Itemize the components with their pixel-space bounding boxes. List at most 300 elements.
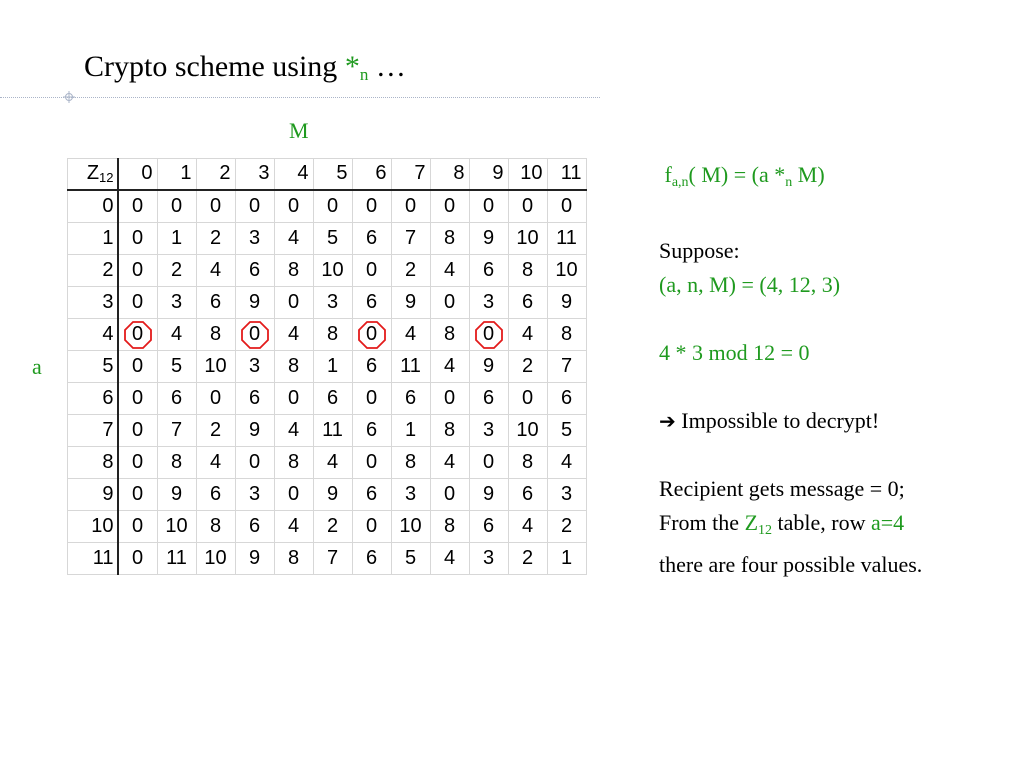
table-cell — [196, 446, 235, 478]
cell-value: 6 — [365, 418, 378, 441]
cell-value: 10 — [399, 514, 422, 537]
table-cell — [469, 190, 508, 223]
table-cell — [430, 542, 469, 574]
row-header-cell: 8 — [68, 446, 118, 478]
cell-value: 0 — [287, 482, 300, 505]
table-cell — [352, 286, 391, 318]
table-cell — [508, 446, 547, 478]
table-cell — [235, 222, 274, 254]
cell-value: 3 — [404, 482, 417, 505]
cell-value: 0 — [365, 322, 378, 345]
corner-z: Z — [86, 162, 100, 185]
cell-value: 3 — [482, 418, 495, 441]
table-cell — [118, 478, 158, 510]
table-cell — [547, 254, 586, 286]
table-cell — [430, 510, 469, 542]
row-header-cell: 9 — [68, 478, 118, 510]
cell-value: 1 — [326, 354, 339, 377]
cell-value: 6 — [209, 290, 222, 313]
cell-value: 6 — [326, 386, 339, 409]
table-cell — [274, 542, 313, 574]
spacer — [659, 200, 922, 234]
table-cell — [235, 478, 274, 510]
cell-value: 0 — [248, 450, 261, 473]
cell-value: 4 — [209, 258, 222, 281]
table-cell — [274, 222, 313, 254]
z-letter: Z — [744, 510, 759, 535]
parameter-tuple: (a, n, M) = (4, 12, 3) — [659, 272, 841, 297]
table-cell — [430, 190, 469, 223]
table-cell — [274, 446, 313, 478]
z-symbol — [744, 510, 773, 538]
table-cell — [391, 254, 430, 286]
table-cell — [313, 382, 352, 414]
table-row — [68, 190, 587, 223]
table-cell — [391, 382, 430, 414]
table-row — [68, 446, 587, 478]
table-cell — [118, 414, 158, 446]
table-cell — [313, 222, 352, 254]
table-cell — [352, 414, 391, 446]
cell-value: 11 — [556, 226, 577, 249]
table-cell — [196, 542, 235, 574]
table-cell — [469, 286, 508, 318]
table-cell — [508, 286, 547, 318]
table-cell — [118, 510, 158, 542]
column-header-cell: 5 — [313, 159, 352, 190]
cell-value: 3 — [326, 290, 339, 313]
table-cell — [196, 382, 235, 414]
cell-value: 2 — [209, 226, 222, 249]
cell-value: 3 — [482, 290, 495, 313]
table-cell — [352, 478, 391, 510]
column-header-cell: 0 — [118, 159, 158, 190]
cell-value: 0 — [131, 290, 144, 313]
cell-value: 4 — [287, 226, 300, 249]
cell-value: 5 — [170, 354, 183, 377]
cell-value: 0 — [482, 322, 495, 345]
table-cell — [547, 318, 586, 350]
m-axis-label: M — [289, 118, 309, 143]
table-cell — [430, 318, 469, 350]
table-cell — [391, 478, 430, 510]
table-cell — [352, 542, 391, 574]
table-row — [68, 318, 587, 350]
table-cell — [235, 254, 274, 286]
title-divider — [0, 97, 600, 98]
table-cell — [313, 542, 352, 574]
cell-value: 5 — [326, 226, 339, 249]
table-cell — [352, 318, 391, 350]
table-cell — [196, 414, 235, 446]
column-header-cell: 10 — [508, 159, 547, 190]
cell-value: 0 — [131, 546, 144, 569]
table-cell — [235, 382, 274, 414]
cell-value: 7 — [170, 418, 183, 441]
column-header-cell: 6 — [352, 159, 391, 190]
cell-value: 8 — [404, 450, 417, 473]
spacer — [659, 302, 922, 336]
table-row — [68, 510, 587, 542]
table-row — [68, 222, 587, 254]
cell-value: 0 — [131, 386, 144, 409]
table-cell — [157, 542, 196, 574]
cell-value: 3 — [248, 482, 261, 505]
title-operator-subscript: n — [359, 65, 369, 84]
table-cell — [157, 510, 196, 542]
cell-value: 10 — [516, 418, 539, 441]
table-cell — [196, 478, 235, 510]
table-cell — [274, 510, 313, 542]
table-cell — [196, 190, 235, 223]
row-header-cell: 0 — [68, 190, 118, 223]
cell-value: 5 — [560, 418, 573, 441]
cell-value: 0 — [365, 194, 378, 217]
cell-value: 4 — [443, 450, 456, 473]
table-cell — [508, 222, 547, 254]
table-cell — [508, 190, 547, 223]
cell-value: 8 — [209, 514, 222, 537]
table-cell — [547, 190, 586, 223]
a-axis-label: a — [32, 354, 42, 379]
cell-value: 8 — [560, 322, 573, 345]
cell-value: 5 — [404, 546, 417, 569]
cell-value: 6 — [365, 482, 378, 505]
table-cell — [391, 190, 430, 223]
table-cell — [196, 222, 235, 254]
cell-value: 6 — [404, 386, 417, 409]
column-header-cell: 9 — [469, 159, 508, 190]
table-cell — [391, 350, 430, 382]
cell-value: 3 — [560, 482, 573, 505]
row-header-cell: 7 — [68, 414, 118, 446]
table-cell — [118, 190, 158, 223]
formula-f-subscript: a,n — [671, 175, 689, 190]
slide-title — [84, 50, 406, 85]
table-cell — [196, 350, 235, 382]
table-cell — [469, 318, 508, 350]
cell-value: 0 — [287, 290, 300, 313]
z12-multiplication-table — [67, 158, 587, 575]
table-cell — [118, 350, 158, 382]
calculation-text: 4 * 3 mod 12 = 0 — [659, 340, 810, 365]
conclusion-line — [659, 404, 922, 438]
table-cell — [196, 318, 235, 350]
table-cell — [508, 510, 547, 542]
table-cell — [430, 478, 469, 510]
right-arrow-icon: ➔ — [659, 409, 676, 433]
table-cell — [157, 350, 196, 382]
table-cell — [469, 478, 508, 510]
cell-value: 0 — [131, 514, 144, 537]
cell-value: 4 — [521, 514, 534, 537]
cell-value: 0 — [131, 418, 144, 441]
table-cell — [391, 318, 430, 350]
table-row — [68, 382, 587, 414]
cell-value: 6 — [248, 514, 261, 537]
table-cell — [118, 222, 158, 254]
cell-value: 10 — [165, 514, 188, 537]
table-row — [68, 254, 587, 286]
cell-value: 0 — [365, 258, 378, 281]
cell-value: 8 — [521, 450, 534, 473]
cell-value: 2 — [209, 418, 222, 441]
cell-value: 7 — [560, 354, 573, 377]
cell-value: 6 — [482, 258, 495, 281]
cell-value: 0 — [131, 322, 144, 345]
cell-value: 0 — [287, 386, 300, 409]
cell-value: 9 — [482, 482, 495, 505]
table-cell — [469, 222, 508, 254]
z-subscript: 12 — [758, 523, 773, 538]
cell-value: 11 — [166, 546, 187, 569]
cell-value: 8 — [287, 450, 300, 473]
cell-value: 6 — [521, 482, 534, 505]
cell-value: 0 — [443, 194, 456, 217]
cell-value: 7 — [404, 226, 417, 249]
table-cell — [391, 222, 430, 254]
row-header-cell: 10 — [68, 510, 118, 542]
table-cell — [274, 382, 313, 414]
cell-value: 0 — [131, 226, 144, 249]
cell-value: 8 — [209, 322, 222, 345]
table-cell — [118, 286, 158, 318]
table-cell — [313, 478, 352, 510]
cell-value: 0 — [131, 354, 144, 377]
table-cell — [157, 382, 196, 414]
cell-value: 6 — [365, 546, 378, 569]
column-header-cell: 11 — [547, 159, 586, 190]
cell-value: 0 — [404, 194, 417, 217]
cell-value: 0 — [560, 194, 573, 217]
column-header-cell: 3 — [235, 159, 274, 190]
table-cell — [313, 318, 352, 350]
cell-value: 1 — [560, 546, 573, 569]
table-cell — [430, 414, 469, 446]
table-cell — [157, 254, 196, 286]
table-cell — [157, 478, 196, 510]
formula-operator-subscript: n — [785, 175, 793, 190]
column-header-cell: 8 — [430, 159, 469, 190]
table-cell — [274, 414, 313, 446]
row-header-cell: 5 — [68, 350, 118, 382]
table-cell — [469, 542, 508, 574]
table-cell — [391, 446, 430, 478]
table-cell — [118, 318, 158, 350]
table-row — [68, 542, 587, 574]
row-header-cell: 4 — [68, 318, 118, 350]
cell-value: 6 — [482, 514, 495, 537]
table-cell — [547, 510, 586, 542]
formula-line — [659, 158, 922, 200]
table-cell — [352, 382, 391, 414]
cell-value: 8 — [287, 354, 300, 377]
table-cell — [508, 542, 547, 574]
cell-value: 6 — [365, 226, 378, 249]
cell-value: 8 — [521, 258, 534, 281]
cell-value: 0 — [209, 194, 222, 217]
table-cell — [352, 350, 391, 382]
corner-subscript: 12 — [99, 170, 114, 186]
cell-value: 0 — [170, 194, 183, 217]
cell-value: 4 — [560, 450, 573, 473]
table-cell — [235, 542, 274, 574]
cell-value: 3 — [482, 546, 495, 569]
cell-value: 9 — [482, 354, 495, 377]
table-cell — [274, 318, 313, 350]
cell-value: 4 — [521, 322, 534, 345]
cell-value: 1 — [404, 418, 417, 441]
title-ellipsis: … — [368, 50, 406, 83]
cell-value: 6 — [560, 386, 573, 409]
column-header-cell: 1 — [157, 159, 196, 190]
cell-value: 4 — [443, 546, 456, 569]
explanation-panel — [659, 158, 922, 582]
table-cell — [235, 510, 274, 542]
cell-value: 6 — [248, 386, 261, 409]
table-cell — [508, 350, 547, 382]
cell-value: 10 — [204, 354, 227, 377]
possible-values-text: there are four possible values. — [659, 552, 923, 577]
table-cell — [157, 446, 196, 478]
table-cell — [352, 446, 391, 478]
table-cell — [235, 446, 274, 478]
cell-value: 2 — [170, 258, 183, 281]
formula-end: M) — [792, 162, 825, 187]
cell-value: 9 — [482, 226, 495, 249]
conclusion-text: Impossible to decrypt! — [675, 408, 880, 433]
cell-value: 7 — [326, 546, 339, 569]
table-cell — [313, 190, 352, 223]
cell-value: 0 — [131, 450, 144, 473]
cell-value: 9 — [170, 482, 183, 505]
cell-value: 8 — [170, 450, 183, 473]
spacer — [659, 370, 922, 404]
cell-value: 0 — [131, 482, 144, 505]
table-cell — [274, 350, 313, 382]
table-cell — [469, 510, 508, 542]
cell-value: 9 — [248, 418, 261, 441]
column-header-cell: 2 — [196, 159, 235, 190]
cell-value: 9 — [404, 290, 417, 313]
cell-value: 0 — [365, 450, 378, 473]
table-cell — [547, 542, 586, 574]
table-cell — [547, 414, 586, 446]
cell-value: 3 — [248, 226, 261, 249]
cell-value: 0 — [287, 194, 300, 217]
table-cell — [313, 350, 352, 382]
table-cell — [235, 286, 274, 318]
table-cell — [391, 510, 430, 542]
table-cell — [313, 286, 352, 318]
cell-value: 0 — [248, 322, 261, 345]
table-row — [68, 414, 587, 446]
cell-value: 0 — [209, 386, 222, 409]
row-a-equals: a=4 — [870, 510, 905, 535]
cell-value: 0 — [443, 482, 456, 505]
cell-value: 8 — [326, 322, 339, 345]
table-cell — [352, 190, 391, 223]
cell-value: 3 — [248, 354, 261, 377]
cell-value: 3 — [170, 290, 183, 313]
cell-value: 4 — [443, 354, 456, 377]
cell-value: 1 — [170, 226, 183, 249]
table-cell — [157, 190, 196, 223]
table-cell — [547, 446, 586, 478]
cell-value: 9 — [560, 290, 573, 313]
cell-value: 6 — [248, 258, 261, 281]
table-cell — [352, 222, 391, 254]
column-header-cell: 4 — [274, 159, 313, 190]
table-cell — [508, 318, 547, 350]
table-cell — [430, 286, 469, 318]
cell-value: 10 — [204, 546, 227, 569]
table-cell — [118, 382, 158, 414]
cell-value: 6 — [170, 386, 183, 409]
cell-value: 9 — [326, 482, 339, 505]
table-cell — [235, 414, 274, 446]
table-cell — [430, 222, 469, 254]
cell-value: 0 — [326, 194, 339, 217]
row-header-cell: 2 — [68, 254, 118, 286]
table-cell — [547, 382, 586, 414]
cell-value: 0 — [248, 194, 261, 217]
table-cell — [508, 254, 547, 286]
cell-value: 6 — [521, 290, 534, 313]
table-cell — [196, 254, 235, 286]
cell-value: 2 — [560, 514, 573, 537]
row-header-cell: 11 — [68, 542, 118, 574]
row-header-cell: 1 — [68, 222, 118, 254]
title-operator — [345, 50, 369, 83]
table-cell — [547, 478, 586, 510]
cell-value: 0 — [131, 258, 144, 281]
table-row — [68, 286, 587, 318]
table-cell — [274, 254, 313, 286]
table-cell — [118, 446, 158, 478]
from-table-line — [659, 506, 922, 548]
table-cell — [313, 510, 352, 542]
cell-value: 6 — [482, 386, 495, 409]
table-cell — [157, 318, 196, 350]
table-cell — [313, 254, 352, 286]
table-row — [68, 350, 587, 382]
table-cell — [469, 350, 508, 382]
cell-value: 2 — [326, 514, 339, 537]
cell-value: 2 — [521, 546, 534, 569]
cell-value: 0 — [521, 386, 534, 409]
suppose-text: Suppose: — [659, 238, 740, 263]
row-header-cell: 3 — [68, 286, 118, 318]
cell-value: 8 — [443, 514, 456, 537]
table-cell — [391, 414, 430, 446]
cell-value: 4 — [170, 322, 183, 345]
formula-f: f — [664, 162, 672, 187]
title-star: * — [344, 50, 360, 83]
table-cell — [157, 286, 196, 318]
cell-value: 4 — [326, 450, 339, 473]
spacer — [659, 438, 922, 472]
table-corner-cell — [68, 159, 118, 190]
table-cell — [157, 414, 196, 446]
table-cell — [430, 446, 469, 478]
cell-value: 4 — [209, 450, 222, 473]
divider-ornament-icon — [63, 91, 75, 103]
table-cell — [508, 414, 547, 446]
cell-value: 2 — [404, 258, 417, 281]
table-cell — [352, 254, 391, 286]
cell-value: 0 — [521, 194, 534, 217]
